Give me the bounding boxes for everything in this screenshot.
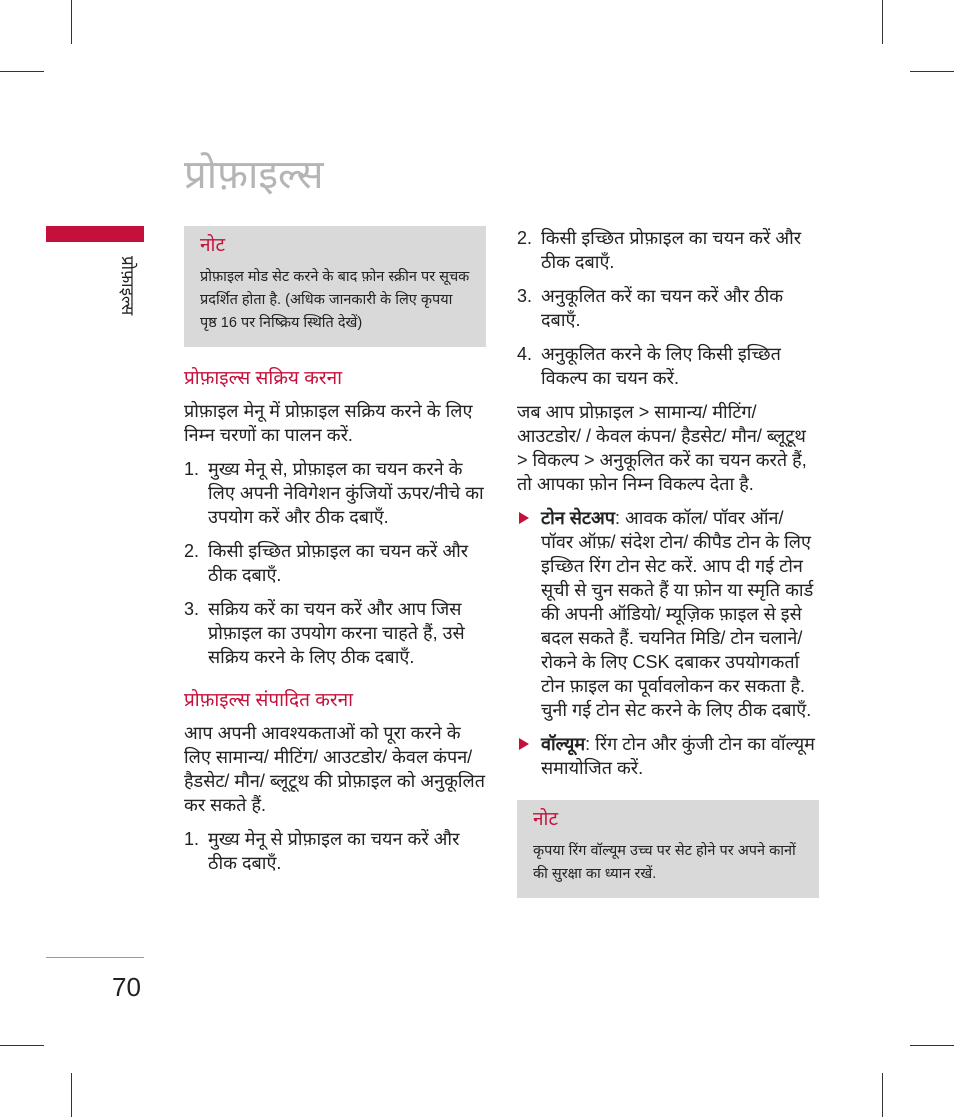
step-text: मुख्य मेनू से प्रोफ़ाइल का चयन करें और ठीक दबाएँ. (208, 829, 460, 873)
step-number: 1. (184, 829, 200, 849)
side-section-label: प्रोफ़ाइल्स (118, 256, 137, 316)
step-number: 3. (184, 599, 200, 619)
note-text: प्रोफ़ाइल मोड सेट करने के बाद फ़ोन स्क्रीन पर सूचक प्रदर्शित होता है. (अधिक जानकारी के लिए कृपया पृष्ठ 16 पर निष्क्रिय स्थिति देखें) (200, 269, 470, 331)
step-item (184, 597, 486, 669)
step-text: अनुकूलित करें का चयन करें और ठीक दबाएँ. (541, 286, 784, 330)
note-box (517, 800, 819, 898)
step-text: सक्रिय करें का चयन करें और आप जिस प्रोफ़ाइल का उपयोग करना चाहते हैं, उसे सक्रिय करने के लिए ठीक दबाएँ. (208, 599, 465, 667)
page-title: प्रोफ़ाइल्स (184, 152, 324, 197)
option-bullet (517, 506, 819, 722)
section-tab-bar (46, 226, 144, 242)
right-column (517, 226, 819, 898)
page-number: 70 (112, 972, 141, 1002)
triangle-bullet-icon (519, 512, 529, 524)
section-heading-activate: प्रोफ़ाइल्स सक्रिय करना (184, 368, 343, 389)
step-text: किसी इच्छित प्रोफ़ाइल का चयन करें और ठीक दबाएँ. (208, 541, 469, 585)
page-number-divider (46, 957, 144, 958)
note-text: कृपया रिंग वॉल्यूम उच्च पर सेट होने पर अपने कानों की सुरक्षा का ध्यान रखें. (533, 843, 796, 882)
step-number: 3. (517, 286, 533, 306)
step-text: मुख्य मेनू से, प्रोफ़ाइल का चयन करने के लिए अपनी नेविगेशन कुंजियों ऊपर/नीचे का उपयोग करें और ठीक दबाएँ. (208, 459, 484, 527)
option-bullet (517, 732, 819, 780)
option-term: वॉल्यूम (541, 734, 586, 754)
section-heading-edit: प्रोफ़ाइल्स संपादित करना (184, 690, 354, 711)
step-text: किसी इच्छित प्रोफ़ाइल का चयन करें और ठीक दबाएँ. (541, 228, 802, 272)
step-item (517, 342, 819, 390)
note-title: नोट (533, 809, 559, 830)
step-item (517, 226, 819, 274)
crop-mark (910, 1045, 954, 1046)
option-term: टोन सेटअप (541, 508, 615, 528)
step-item (517, 284, 819, 332)
step-number: 1. (184, 459, 200, 479)
option-description: : रिंग टोन और कुंजी टोन का वॉल्यूम समायोजित करें. (541, 734, 815, 778)
left-column (184, 226, 486, 885)
steps-list (517, 226, 819, 390)
crop-mark (882, 1073, 883, 1117)
section-intro: प्रोफ़ाइल मेनू में प्रोफ़ाइल सक्रिय करने के लिए निम्न चरणों का पालन करें. (184, 401, 473, 445)
steps-list (184, 827, 486, 875)
step-item (184, 827, 486, 875)
step-item (184, 539, 486, 587)
options-paragraph: जब आप प्रोफ़ाइल > सामान्य/ मीटिंग/ आउटडोर/ / केवल कंपन/ हैडसेट/ मौन/ ब्लूटूथ > विकल्प > अनुकूलित करें का चयन करते हैं, तो आपका फ़ोन निम्न विकल्प देता है. (517, 402, 807, 494)
triangle-bullet-icon (519, 738, 529, 750)
crop-mark (910, 71, 954, 72)
crop-mark (882, 0, 883, 44)
note-box (184, 226, 486, 347)
option-description: : आवक कॉल/ पॉवर ऑन/ पॉवर ऑफ़/ संदेश टोन/ कीपैड टोन के लिए इच्छित रिंग टोन सेट करें. आप दी गई टोन सूची से चुन सकते हैं या फ़ोन या स्मृति कार्ड की अपनी ऑडियो/ म्यूज़िक फ़ाइल से इसे बदल सकते हैं. चयनित मिडि/ टोन चलाने/ रोकने के लिए CSK दबाकर उपयोगकर्ता टोन फ़ाइल का पूर्वावलोकन कर सकता है. चुनी गई टोन सेट करने के लिए ठीक दबाएँ. (541, 508, 814, 720)
crop-mark (0, 1045, 44, 1046)
crop-mark (71, 0, 72, 44)
crop-mark (0, 71, 44, 72)
note-title: नोट (200, 235, 226, 256)
crop-mark (71, 1073, 72, 1117)
step-number: 2. (184, 541, 200, 561)
step-number: 4. (517, 344, 533, 364)
section-intro: आप अपनी आवश्यकताओं को पूरा करने के लिए सामान्य/ मीटिंग/ आउटडोर/ केवल कंपन/ हैडसेट/ मौन/ ब्लूटूथ की प्रोफ़ाइल को अनुकूलित कर सकते हैं. (184, 723, 486, 815)
step-item (184, 457, 486, 529)
step-text: अनुकूलित करने के लिए किसी इच्छित विकल्प का चयन करें. (541, 344, 781, 388)
steps-list (184, 457, 486, 669)
step-number: 2. (517, 228, 533, 248)
